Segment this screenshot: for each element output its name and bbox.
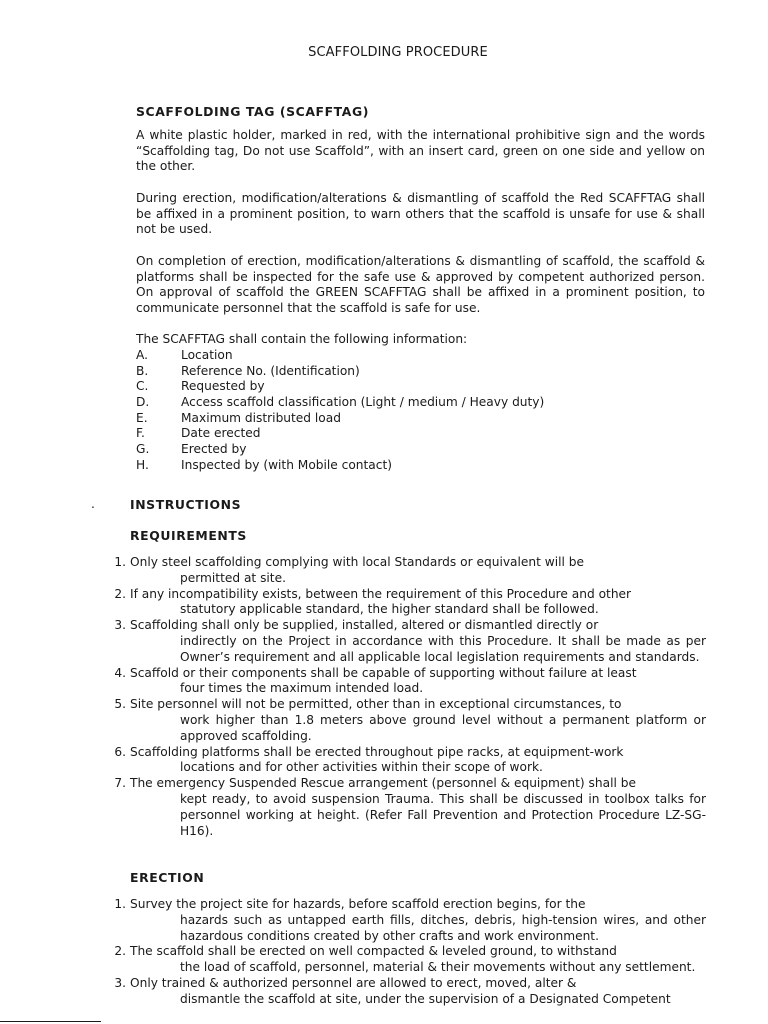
item-letter: G. <box>136 442 150 457</box>
item-continuation: permitted at site. <box>180 570 286 585</box>
item-continuation: locations and for other activities within their scope of work. <box>180 760 543 775</box>
item-continuation: four times the maximum intended load. <box>180 681 424 696</box>
item-number: 6. <box>114 744 126 759</box>
list-item <box>136 442 544 458</box>
scafftag-info-list <box>136 348 544 474</box>
red-scafftag-paragraph: During erection, modification/alterations & dismantling of scaffold the Red SCAFFTAG shall be affixed in a prominent position, to warn others that the scaffold is unsafe for use & shall not be used. <box>136 191 705 237</box>
list-item <box>114 897 706 944</box>
item-text: Access scaffold classification (Light / medium / Heavy duty) <box>181 395 545 410</box>
item-first-line: Scaffolding platforms shall be erected throughout pipe racks, at equipment-work <box>130 744 624 759</box>
item-number: 1. <box>114 897 126 911</box>
green-scafftag-paragraph: On completion of erection, modification/alterations & dismantling of scaffold, the scaffold & platforms shall be inspected for the safe use & approved by competent authorized person. On approval of scaffold the GREEN SCAFFTAG shall be affixed in a prominent position, to communicate personnel that the scaffold is safe for use. <box>136 254 705 316</box>
item-letter: H. <box>136 457 149 472</box>
item-continuation: dismantle the scaffold at site, under the supervision of a Designated Competent <box>180 991 671 1006</box>
list-item <box>114 618 706 665</box>
item-continuation: hazards such as untapped earth fills, ditches, debris, high-tension wires, and other hazardous conditions created by other crafts and work environment. <box>180 912 706 943</box>
item-first-line: The scaffold shall be erected on well compacted & leveled ground, to withstand <box>130 944 617 959</box>
item-number: 4. <box>114 665 126 680</box>
list-item <box>136 348 544 364</box>
item-first-line: The emergency Suspended Rescue arrangement (personnel & equipment) shall be <box>130 776 636 791</box>
item-first-line: Site personnel will not be permitted, other than in exceptional circumstances, to <box>130 697 622 712</box>
list-item <box>114 697 706 744</box>
item-text: Maximum distributed load <box>181 410 341 425</box>
list-item <box>114 665 706 698</box>
requirements-list <box>114 555 706 839</box>
document-title: SCAFFOLDING PROCEDURE <box>308 45 488 60</box>
list-item <box>114 975 706 1008</box>
scafftag-description: A white plastic holder, marked in red, with the international prohibitive sign and the words “Scaffolding tag, Do not use Scaffold”, with an insert card, green on one side and yellow on the other. <box>136 128 705 174</box>
list-item <box>114 776 706 839</box>
item-text: Reference No. (Identification) <box>181 363 360 378</box>
list-item <box>136 364 544 380</box>
item-text: Requested by <box>181 379 265 394</box>
item-first-line: Scaffolding shall only be supplied, installed, altered or dismantled directly or <box>130 618 599 633</box>
list-item <box>114 555 706 587</box>
item-continuation: statutory applicable standard, the higher standard shall be followed. <box>180 602 599 617</box>
item-number: 5. <box>114 697 126 712</box>
requirements-heading: REQUIREMENTS <box>130 528 247 543</box>
item-continuation: work higher than 1.8 meters above ground level without a permanent platform or approved scaffolding. <box>180 712 706 743</box>
footnote-separator <box>0 1021 101 1022</box>
item-first-line: Survey the project site for hazards, before scaffold erection begins, for the <box>130 897 586 911</box>
list-item <box>114 586 706 619</box>
item-letter: F. <box>136 426 145 441</box>
scafftag-info-intro: The SCAFFTAG shall contain the following information: <box>136 332 468 346</box>
item-letter: E. <box>136 410 148 425</box>
item-continuation: the load of scaffold, personnel, material & their movements without any settlement. <box>180 960 696 975</box>
item-letter: A. <box>136 348 148 362</box>
item-continuation: kept ready, to avoid suspension Trauma. This shall be discussed in toolbox talks for personnel working at height. (Refer Fall Prevention and Protection Procedure LZ-SG-H16). <box>180 791 706 838</box>
list-item <box>136 395 544 411</box>
list-item <box>136 426 544 442</box>
scafftag-heading: SCAFFOLDING TAG (SCAFFTAG) <box>136 104 369 119</box>
instructions-bullet: . <box>91 497 95 511</box>
item-letter: B. <box>136 363 149 378</box>
item-number: 7. <box>114 776 126 791</box>
item-text: Location <box>181 348 233 362</box>
item-first-line: Scaffold or their components shall be capable of supporting without failure at least <box>130 665 637 680</box>
item-continuation: indirectly on the Project in accordance with this Procedure. It shall be made as per Owner’s requirement and all applicable local legislation requirements and standards. <box>180 633 706 664</box>
item-number: 1. <box>114 555 126 569</box>
item-first-line: If any incompatibility exists, between the requirement of this Procedure and other <box>130 586 632 601</box>
item-letter: D. <box>136 395 150 410</box>
item-number: 2. <box>114 944 126 959</box>
item-number: 3. <box>114 975 126 990</box>
erection-heading: ERECTION <box>130 870 205 885</box>
item-text: Date erected <box>181 426 261 441</box>
list-item <box>136 379 544 395</box>
item-text: Inspected by (with Mobile contact) <box>181 457 393 472</box>
erection-list <box>114 897 706 1008</box>
instructions-heading: INSTRUCTIONS <box>130 497 242 512</box>
item-number: 3. <box>114 618 126 633</box>
item-letter: C. <box>136 379 149 394</box>
item-text: Erected by <box>181 442 247 457</box>
list-item <box>114 944 706 976</box>
item-number: 2. <box>114 586 126 601</box>
list-item <box>136 458 544 474</box>
list-item <box>136 411 544 427</box>
item-first-line: Only steel scaffolding complying with local Standards or equivalent will be <box>130 555 585 569</box>
list-item <box>114 744 706 777</box>
item-first-line: Only trained & authorized personnel are allowed to erect, moved, alter & <box>130 975 577 990</box>
